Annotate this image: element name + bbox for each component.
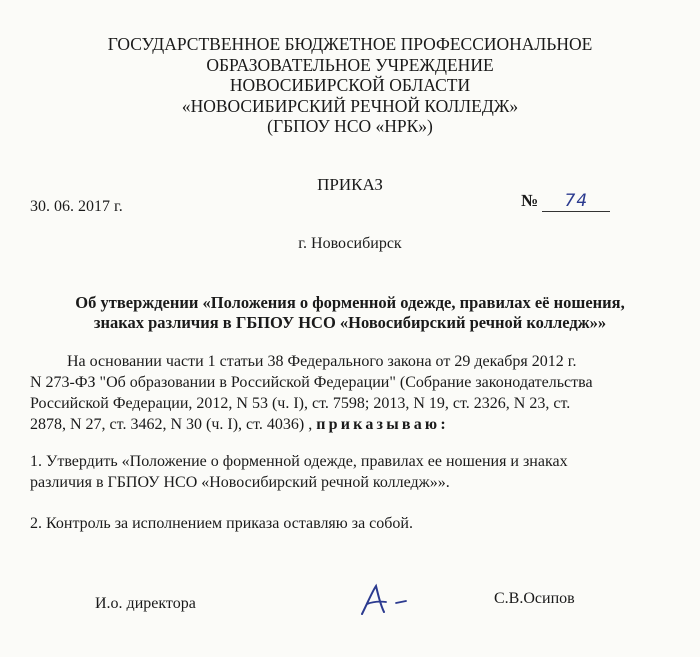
order-subject (10, 293, 690, 333)
header-line: ГОСУДАРСТВЕННОЕ БЮДЖЕТНОЕ ПРОФЕССИОНАЛЬНОЕ (107, 34, 593, 54)
preamble-paragraph (30, 351, 670, 435)
paragraph-line: Российской Федерации, 2012, N 53 (ч. I), ст. 7598; 2013, N 19, ст. 2326, N 23, ст. (30, 395, 571, 412)
item-line: различия в ГБПОУ НСО «Новосибирский речной колледж»». (30, 474, 450, 491)
city: г. Новосибирск (298, 235, 402, 252)
item-line: 1. Утвердить «Положение о форменной одежде, правилах ее ношения и знаках (30, 453, 568, 470)
signatory-name: С.В.Осипов (494, 590, 575, 607)
handwritten-number: 74 (542, 191, 610, 212)
header-line: (ГБПОУ НСО «НРК») (267, 116, 433, 136)
paragraph-line-text: 2878, N 27, ст. 3462, N 30 (ч. I), ст. 4036) , (30, 416, 313, 433)
order-item-1 (30, 451, 670, 493)
order-number (521, 191, 610, 212)
header-line: «НОВОСИБИРСКИЙ РЕЧНОЙ КОЛЛЕДЖ» (181, 95, 519, 116)
order-item-2: 2. Контроль за исполнением приказа оставляю за собой. (30, 515, 413, 532)
signatory-position: И.о. директора (95, 595, 196, 612)
paragraph-line: N 273-ФЗ "Об образовании в Российской Федерации" (Собрание законодательства (30, 374, 593, 391)
organization-header (0, 34, 700, 137)
paragraph-line: На основании части 1 статьи 38 Федерального закона от 29 декабря 2012 г. (67, 353, 577, 370)
document-type-title: ПРИКАЗ (317, 175, 383, 194)
order-word: приказываю: (316, 416, 449, 433)
paragraph-line (30, 414, 670, 435)
header-line: НОВОСИБИРСКОЙ ОБЛАСТИ (229, 75, 471, 95)
handwritten-signature (356, 580, 416, 620)
header-line: ОБРАЗОВАТЕЛЬНОЕ УЧРЕЖДЕНИЕ (206, 54, 494, 75)
subject-line: Об утверждении «Положения о форменной одежде, правилах её ношения, (75, 293, 625, 312)
number-sign: № (521, 191, 539, 210)
subject-line: знаках различия в ГБПОУ НСО «Новосибирский речной колледж»» (93, 313, 607, 332)
order-date: 30. 06. 2017 г. (30, 198, 123, 215)
